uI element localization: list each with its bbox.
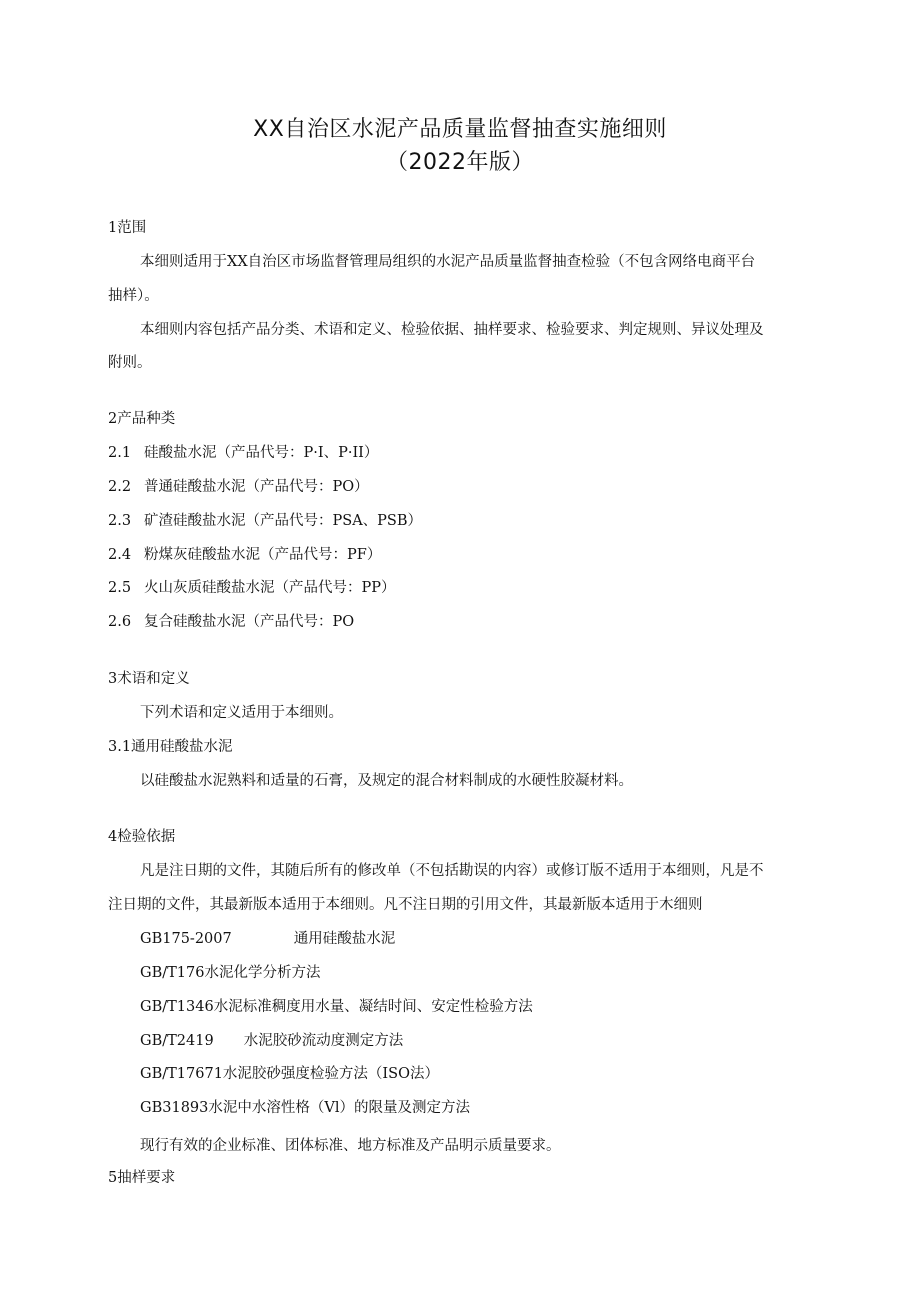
section-5-heading: 5抽样要求 (108, 1170, 176, 1186)
product-item (108, 612, 354, 632)
section-3-1-definition: 以硅酸盐水泥熟料和适量的石膏，及规定的混合材料制成的水硬性胶凝材料。 (140, 773, 633, 789)
standard-name: 水泥胶砂流动度测定方法 (243, 1033, 404, 1049)
document-title: XX自治区水泥产品质量监督抽查实施细则 (253, 117, 667, 142)
section-3-intro: 下列术语和定义适用于本细则。 (140, 705, 343, 721)
product-item-text: 普通硅酸盐水泥（产品代号：PO） (144, 479, 369, 495)
product-item-number: 2.3 (108, 513, 132, 529)
standard-code: GB31893 (140, 1100, 209, 1116)
product-item-text: 火山灰质硅酸盐水泥（产品代号：PP） (144, 580, 396, 596)
section-4-paragraph-line-1: 凡是注日期的文件，其随后所有的修改单（不包括勘误的内容）或修订版不适用于本细则，凡是不 (140, 863, 764, 879)
standard-name: 水泥标准稠度用水量、凝结时间、安定性检验方法 (213, 999, 533, 1015)
standard-code: GB/T2419 (140, 1033, 214, 1049)
standard-name: 水泥中水溶性格（Vl）的限量及测定方法 (208, 1100, 470, 1116)
section-4-closing: 现行有效的企业标准、团体标准、地方标准及产品明示质量要求。 (140, 1138, 561, 1154)
standard-code: GB/T17671 (140, 1066, 223, 1082)
standard-name: 水泥胶砂强度检验方法（ISO法） (222, 1066, 439, 1082)
standard-name: 水泥化学分析方法 (204, 965, 321, 981)
section-3-heading: 3术语和定义 (108, 671, 190, 687)
product-item (108, 578, 396, 598)
document-subtitle: （2022年版） (386, 150, 534, 175)
section-1-paragraph-1-line-2: 抽样）。 (108, 288, 159, 304)
standard-reference (140, 1098, 470, 1118)
standard-name: 通用硅酸盐水泥 (293, 931, 396, 947)
standard-reference (140, 1064, 439, 1084)
product-item (108, 511, 422, 531)
standard-reference (140, 929, 395, 949)
product-item-text: 粉煤灰硅酸盐水泥（产品代号：PF） (144, 547, 382, 563)
product-item-text: 矿渣硅酸盐水泥（产品代号：PSA、PSB） (144, 513, 423, 529)
product-item-number: 2.4 (108, 547, 132, 563)
section-4-paragraph-line-2: 注日期的文件，其最新版本适用于本细则。凡不注日期的引用文件，其最新版本适用于木细则 (108, 897, 703, 913)
product-item-number: 2.5 (108, 580, 132, 596)
product-item-number: 2.1 (108, 445, 132, 461)
product-item-number: 2.6 (108, 614, 132, 630)
section-1-heading: 1范围 (108, 220, 147, 236)
standard-code: GB/T1346 (140, 999, 214, 1015)
section-3-1-heading: 3.1通用硅酸盐水泥 (108, 739, 233, 755)
section-2-heading: 2产品种类 (108, 411, 176, 427)
product-item-text: 硅酸盐水泥（产品代号：P·I、P·II） (144, 445, 379, 461)
product-item-text: 复合硅酸盐水泥（产品代号：PO (144, 614, 355, 630)
product-item (108, 443, 378, 463)
standard-reference (140, 997, 533, 1017)
product-item (108, 545, 381, 565)
section-4-heading: 4检验依据 (108, 829, 176, 845)
product-item-number: 2.2 (108, 479, 132, 495)
standard-code: GB175-2007 (140, 931, 232, 947)
standard-reference (140, 963, 320, 983)
product-item (108, 477, 369, 497)
standard-code: GB/T176 (140, 965, 205, 981)
section-1-paragraph-2-line-1: 本细则内容包括产品分类、术语和定义、检验依据、抽样要求、检验要求、判定规则、异议处理及 (140, 322, 764, 338)
standard-reference (140, 1031, 403, 1051)
section-1-paragraph-2-line-2: 附则。 (108, 355, 152, 371)
section-1-paragraph-1-line-1: 本细则适用于XX自治区市场监督管理局组织的水泥产品质量监督抽查检验（不包含网络电商平台 (140, 254, 756, 270)
